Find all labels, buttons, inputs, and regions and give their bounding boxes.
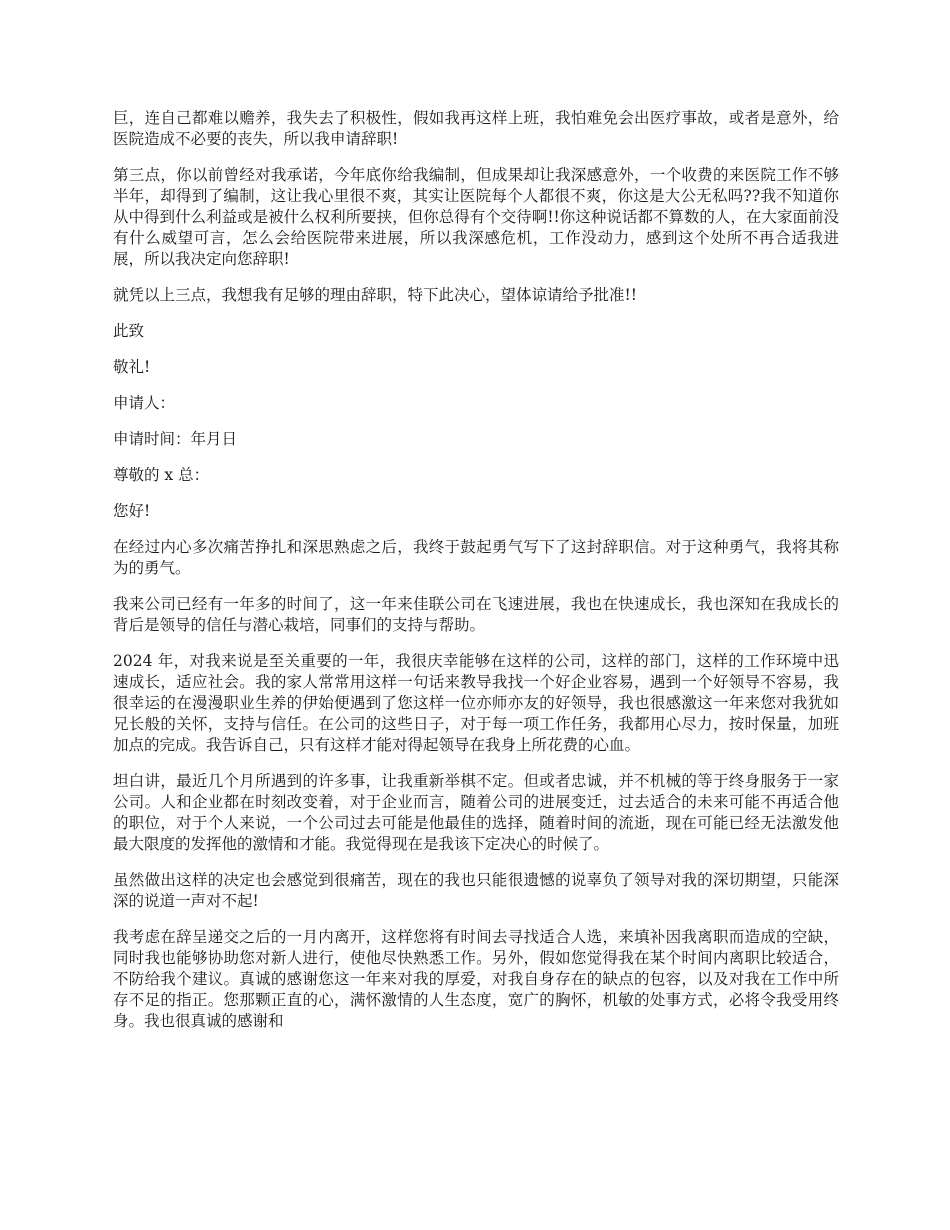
paragraph-transition-plan: 我考虑在辞呈递交之后的一月内离开，这样您将有时间去寻找适合人选，来填补因我离职而造成的空缺，同时我也能够协助您对新人进行，使他尽快熟悉工作。另外，假如您觉得我在某个时间内离职比较适合，不防给我个建议。真诚的感谢您这一年来对我的厚爱，对我自身存在的缺点的包容，以及对我在工作中所存不足的指正。您那颗正直的心，满怀激情的人生态度，宽广的胸怀，机敏的处事方式，必将令我受用终身。我也很真诚的感谢和 [113, 928, 839, 1030]
letter-hello: 您好! [113, 502, 151, 520]
paragraph-apology: 虽然做出这样的决定也会感觉到很痛苦，现在的我也只能很遗憾的说辜负了领导对我的深切期望，只能深深的说道一声对不起! [113, 871, 839, 910]
paragraph-tenure: 我来公司已经有一年多的时间了，这一年来佳联公司在飞速进展，我也在快速成长，我也深知在我成长的背后是领导的信任与潜心栽培，同事们的支持与帮助。 [113, 595, 839, 634]
paragraph-reflection: 坦白讲，最近几个月所遇到的许多事，让我重新举棋不定。但或者忠诚，并不机械的等于终身服务于一家公司。人和企业都在时刻改变着，对于企业而言，随着公司的进展变迁，过去适合的未来可能不再适合他的职位，对于个人来说，一个公司过去可能是他最佳的选择，随着时间的流逝，现在可能已经无法激发他最大限度的发挥他的激情和才能。我觉得现在是我该下定决心的时候了。 [113, 772, 839, 853]
letter-greeting: 尊敬的 x 总： [113, 466, 210, 484]
closing-salutation: 此致 [113, 322, 145, 340]
paragraph-third-reason: 第三点，你以前曾经对我承诺，今年底你给我编制，但成果却让我深感意外，一个收费的来医院工作不够半年，却得到了编制，这让我心里很不爽，其实让医院每个人都很不爽，你这是大公无私吗??我不知道你从中得到什么利益或是被什么权利所要挟，但你总得有个交待啊!!你这种说话都不算数的人，在大家面前没有什么威望可言，怎么会给医院带来进展，所以我深感危机，工作没动力，感到这个处所不再合适我进展，所以我决定向您辞职! [113, 166, 839, 268]
paragraph-conclusion: 就凭以上三点，我想我有足够的理由辞职，特下此决心，望体谅请给予批准!! [113, 286, 637, 304]
paragraph-continued-reason: 巨，连自己都难以赡养，我失去了积极性，假如我再这样上班，我怕难免会出医疗事故，或者是意外，给医院造成不必要的丧失，所以我申请辞职! [113, 109, 839, 148]
paragraph-year-review: 2024 年，对我来说是至关重要的一年，我很庆幸能够在这样的公司，这样的部门，这样的工作环境中迅速成长，适应社会。我的家人常常用这样一句话来教导我找一个好企业容易，遇到一个好领导不容易，我很幸运的在漫漫职业生养的伊始便遇到了您这样一位亦师亦友的好领导，我也很感激这一年来您对我犹如兄长般的关怀，支持与信任。在公司的这些日子，对于每一项工作任务，我都用心尽力，按时保量，加班加点的完成。我告诉自己，只有这样才能对得起领导在我身上所花费的心血。 [113, 652, 839, 754]
closing-regards: 敬礼! [113, 358, 151, 376]
application-date-label: 申请时间：年月日 [113, 430, 238, 448]
document-page [113, 108, 839, 1047]
applicant-label: 申请人： [113, 394, 176, 412]
paragraph-intro: 在经过内心多次痛苦挣扎和深思熟虑之后，我终于鼓起勇气写下了这封辞职信。对于这种勇气，我将其称为的勇气。 [113, 538, 839, 577]
